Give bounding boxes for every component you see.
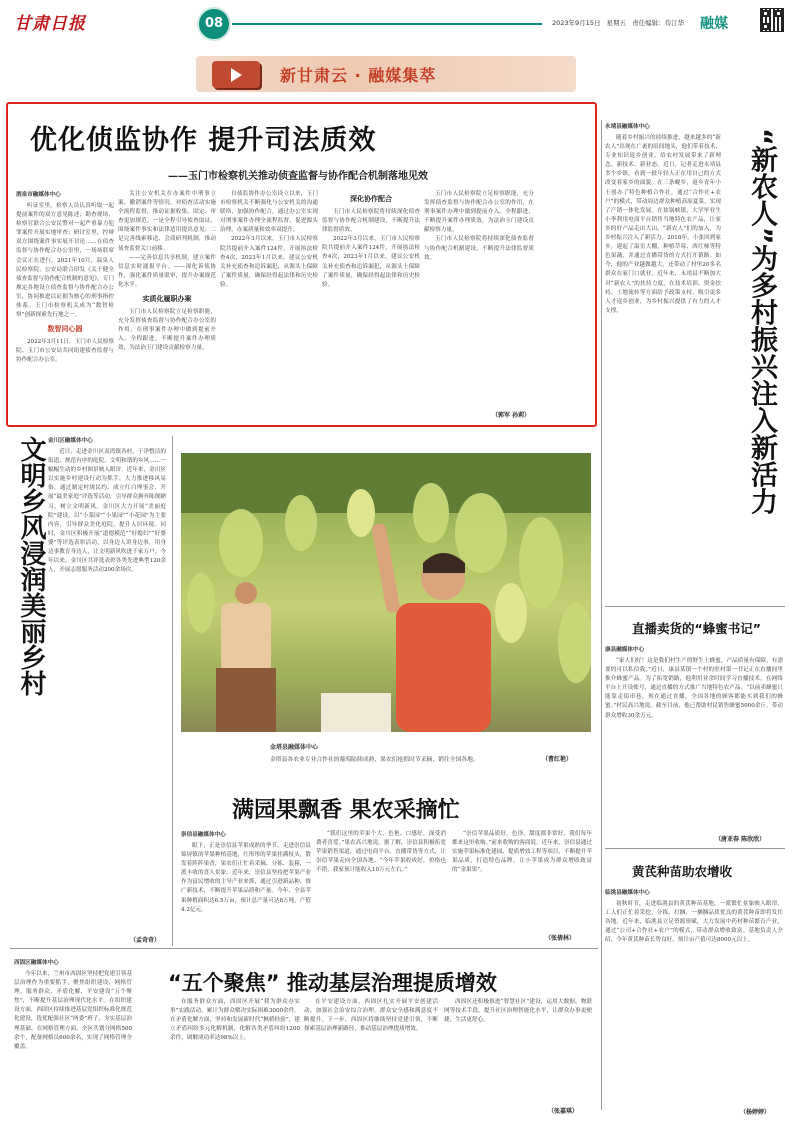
story2-byline: 崇信县融媒体中心 (181, 832, 226, 838)
right-story-text-3 (605, 888, 783, 1103)
banner-play-icon (212, 61, 260, 88)
paragraph: 西固区还积极推进“智慧社区”建设，运用大数据、物联网等技术手段，提升社区治理智能化水平，让群众办事更便捷、生活更舒心。 (444, 999, 592, 1024)
story1-subtitle: ——玉门市检察机关推动侦查监督与协作配合机制落地见效 (168, 171, 428, 182)
paragraph: 2022年3月以来，玉门市人民检察院共提前介入案件124件，开展执法检查4次，2023年1月以来，建议公安机关补充侦查和追诉漏犯，从源头上保障了案件质量，确保经得起法律和历史检验。 (322, 236, 420, 288)
story1-subhead-a: 数智同心圆 (47, 325, 83, 334)
divider (601, 120, 602, 1110)
paragraph: 随着乡村振兴的持续推进，越来越多的“新农人”出现在广袤的田间地头，他们带着技术、专业知识返乡创业，给农村发展带来了新理念、新技术、新业态。近日，记者走进永靖县多个乡镇，看到一批年轻人正在用自己的方式改变着家乡的面貌。在三条岘乡，返乡青年小王创办了特色种植合作社，通过“合作社+农户”的模式，带动周边群众种植高原夏菜，实现了产销一体化发展。在盐锅峡镇，大学毕业生小李利用电商平台销售当地特色农产品，让家乡的好产品走出大山。“新农人”们的加入，为乡村振兴注入了新活力。2018年，小张回到家乡，建起了温室大棚，种植草莓、西红柿等特色果蔬，并通过直播带货的方式打开销路。如今，他的产业越做越大，还带动了村里20多名群众在家门口就业。近年来，永靖县不断加大对“新农人”的扶持力度，在技术培训、资金扶持、土地流转等方面给予政策支持，吸引更多人才返乡创业，为乡村振兴提供了有力的人才支撑。 (605, 135, 721, 314)
paragraph: 在服务群众方面，西固区开展“我为群众办实事”实践活动，累计为群众解决实际困难3000余件。在矛盾化解方面，坚持和发展新时代“枫桥经验”，建立矛盾纠纷多元化解机制，化解各类矛盾纠纷1200余件，调解成功率达98%以上。 (170, 999, 300, 1042)
qr-code-icon[interactable] (760, 8, 784, 32)
photo-caption: 金塔县各农业专业合作社的葡萄陆续成熟，果农们抢抓时节采摘，销往全国各地。 (270, 757, 479, 763)
story1-col-3 (220, 190, 318, 422)
paragraph: 玉门市人民检察院将持续深化侦查监督与协作配合机制建设，不断提升法律监督质效。 (322, 209, 420, 234)
right-story-title-text: “新农人”为多村振兴注入新活力 (746, 128, 777, 515)
story2-title: 满园果飘香 果农采摘忙 (232, 798, 460, 823)
paragraph: 自侦监协作办公室设立以来，玉门市检察机关不断强化与公安机关的沟通联络，加强协作配合，通过办公室实现对刑事案件办理全流程监督，促进源头治理，办案质量和效率双提升。 (220, 191, 318, 234)
paragraph: 玉门市人民检察院立足检察职能，充分发挥侦查监督与协作配合办公室的作用，在刑事案件办理中做到提前介入、全程跟进，不断提升案件办理质效，为法治玉门建设贡献检察力量。 (118, 309, 216, 352)
paragraph: 2022年3月以来，玉门市人民检察院共提前介入案件124件，开展执法检查4次，2023年1月以来，建议公安机关补充侦查和追诉漏犯，从源头上保障了案件质量，确保经得起法律和历史检验。 (220, 236, 318, 288)
photo-illustration (181, 453, 591, 732)
left-vertical-title-text: 文明乡风浸润美丽乡村 (16, 436, 46, 696)
story3-title: “五个聚焦” 推动基层治理提质增效 (168, 971, 497, 995)
right-story-text (605, 122, 721, 602)
paragraph: 初秋时节，走进临洮县的黄芪种苗基地，一派繁忙景象映入眼帘。工人们正忙着采挖、分拣、打捆，一捆捆品质优良的黄芪种苗即将发往各地。近年来，临洮县立足资源禀赋，大力发展中药材种苗繁育产业，通过“公司+合作社+农户”的模式，带动群众增收致富。基地负责人介绍，今年黄芪种苗长势良好，预计亩产值可达8000元以上。 (605, 901, 783, 944)
page-number-badge (197, 7, 231, 41)
story3-col-2 (170, 998, 300, 1116)
paragraph: 听证室里，检察人员认真听取一起提前案件的双方意见陈述；勘查现场，检察官联合公安民警对一起严重暴力犯罪案件开展实地审查；研讨室里，控辩双方围绕案件事实展开讨论……在侦查监督与协作配合办公室里，一场场联席会议正在进行。2021年10月，温泉人民检察院、公安局联合印发《关于健全侦查监督与协作配合机制的意见》，专门规定各地设立侦查监督与协作配合办公室，协同推进以证据为核心的刑事指控体系。玉门市检察机关成为“数智检察”创新探索先行地之一。 (16, 203, 114, 319)
paragraph: 玉门市人民检察院立足检察职能，充分发挥侦查监督与协作配合办公室的作用，在刑事案件办理中做到提前介入、全程跟进，不断提升案件办理质效，为法治玉门建设贡献检察力量。 (424, 191, 534, 234)
paragraph: 在平安建设方面，西固区扎实开展平安创建活动，加强社会治安综合治理，群众安全感和满意度不断提升。下一步，西固区将继续坚持党建引领，不断探索基层治理新路径，推动基层治理提质增效。 (304, 999, 438, 1033)
story1-title: 优化侦监协作 提升司法质效 (30, 125, 377, 156)
right-story-credit-3: （杨婷婷） (740, 1109, 771, 1116)
story2-credit: （张倩林） (545, 935, 576, 942)
issue-date (552, 18, 684, 27)
weekday: 星期五 (606, 19, 627, 27)
right-story-byline-3: 临洮县融媒体中心 (605, 890, 650, 896)
divider (605, 606, 785, 607)
paragraph: 玉门市人民检察院将持续深化侦查监督与协作配合机制建设，不断提升法律监督质效。 (424, 236, 534, 261)
story3-byline: 西固区融媒体中心 (14, 960, 59, 966)
story1-credit: （郭军 孙莉） (492, 412, 531, 419)
left-vertical-text (48, 436, 166, 931)
right-story-title (740, 128, 776, 515)
right-story-byline-2: 康县融媒体中心 (605, 647, 645, 653)
paragraph: “我们这里的苹果个大、色艳、口感好，深受消费者喜爱。”果农高兴地说。据了解，崇信县积极拓宽苹果销售渠道，通过电商平台、直播带货等方式，让崇信苹果走向全国各地。“今年苹果收成好，价格也不错，我家预计能收入10万元左右。” (316, 831, 446, 874)
story1-col-1 (16, 190, 114, 422)
paragraph: 近日，走进金川区双湾镇各村，干净整洁的街道、规范有序的庭院、文明和谐的乡风……一幅幅生动的乡村图景映入眼帘。近年来，金川区以实施乡村建设行动为抓手，大力推进移风易俗，通过制定村规民约、成立红白理事会、开展“最美家庭”评选等活动，引导群众摒弃陈规陋习，树立文明新风。金川区大力开展“美丽庭院”建设，以“小菜园”“小果园”“小花园”为主要内容，引导群众美化庭院，提升人居环境。同时，金川区积极开展“道德模范”“好媳妇”“好婆婆”等评选表彰活动，以身边人讲身边事，用身边事教育身边人，让文明新风吹进千家万户。今年以来，金川区共评选表彰各类先进典型120余人，开展志愿服务活动200余场次。 (48, 449, 166, 574)
divider (172, 436, 173, 946)
masthead-logo: 甘肃日报 (14, 14, 86, 34)
paragraph: ——完善信息共享机制，建立案件信息实时通报平台。——深化诉侦协作，强化案件质量联审，提升办案规范化水平。 (118, 254, 216, 288)
paragraph: 关注公安机关在办案件中刑事立案、撤销案件等情况，对侦查活动实施全流程监督，推动证据收集、固定、审查更加规范。一是全程引导侦查取证，围绕案件事实和法律适用提出意见；二是完善线索移送、会商研判机制，推动侦查监督关口前移。 (118, 191, 216, 252)
paragraph: “崇信苹果品质好，色泽、甜度都非常好，我们每年都来这里收购。”前来收购的客商说。近年来，崇信县通过实施苹果标准化建园、提质增效工程等项目，不断提升苹果品质，打造特色品牌，让小苹果成为群众增收致富的“金果果”。 (452, 831, 592, 874)
story1-col-5 (424, 190, 534, 410)
left-vertical-credit: （孟奇奇） (130, 937, 161, 944)
section-banner (196, 56, 576, 92)
story3-col-4 (444, 998, 592, 1106)
photo-credit: （曹红艳） (542, 756, 573, 763)
divider (605, 848, 785, 849)
page-number: 08 (204, 16, 224, 31)
story2-col-1 (181, 830, 311, 940)
right-story-subhead: 直播卖货的“蜂蜜书记” (632, 621, 761, 636)
story2-col-2 (316, 830, 446, 940)
right-story-byline: 永靖县融媒体中心 (605, 124, 650, 130)
section-label: 融媒 (700, 16, 728, 32)
right-story-subhead-3: 黄芪种苗助农增收 (632, 864, 733, 879)
story1-col-2 (118, 190, 216, 422)
paragraph: 眼下，正是崇信县苹果成熟的季节。走进崇信县锦屏镇的苹果种植基地，红彤彤的苹果挂满枝头，散发着阵阵果香，果农们正忙着采摘、分拣、装箱，一派丰收的喜人景象。近年来，崇信县坚持把苹果产业作为富民增收的主导产业来抓，通过引进新品种、推广新技术，不断提升苹果品质和产量。今年，全县苹果种植面积达6.5万亩，预计总产量可达8万吨，产值4.2亿元。 (181, 843, 311, 913)
paragraph: “家人们好！这是我们村生产的野生土蜂蜜，产品质量有保障，有需要的可以私信我。”近日，康县某镇一个村的驻村第一书记正在直播间里推介蜂蜜产品。为了拓宽销路，他利用业余时间学习直播技术，在网络平台上开设账号，通过直播的方式推广当地特色农产品。“以前卖蜂蜜只能靠走街串巷，现在通过直播，全国各地的顾客都能买到我们的蜂蜜。”村民高兴地说。截至目前，他已帮助村民销售蜂蜜5000余斤，带动群众增收30余万元。 (605, 658, 783, 719)
paragraph: 2022年3月11日，玉门市人民检察院、玉门市公安局共同组建侦查监督与协作配合办公室。 (16, 339, 114, 364)
story1-subhead-c: 深化协作配合 (350, 195, 392, 203)
masthead (0, 0, 793, 48)
paragraph: 今年以来，兰州市西固区坚持把党建引领基层治理作为重要抓手，聚焦组织建设、网格管理、服务群众、矛盾化解、平安建设“五个聚焦”，不断提升基层治理现代化水平。在组织建设方面，西固区持续推进基层党组织标准化规范化建设，选优配强社区“两委”班子，夯实基层治理基础。在网格管理方面，全区共划分网格500余个，配备网格员600余名，实现了网格管理全覆盖。 (14, 971, 132, 1050)
editor: 责任编辑：苟江华 (632, 19, 685, 27)
divider (10, 948, 598, 949)
photo-credit-tag: 金塔县融媒体中心 (270, 744, 319, 751)
date: 2023年9月15日 (552, 19, 601, 27)
story3-credit: （张嘉琪） (548, 1108, 579, 1115)
story2-col-3 (452, 830, 592, 930)
story3-col-3 (304, 998, 438, 1116)
right-story-credit-2: （唐亚春 陈欣欣） (715, 836, 766, 843)
story1-col-4 (322, 190, 420, 422)
story3-col-1 (14, 958, 132, 1116)
grape-harvest-photo (181, 453, 591, 732)
left-vertical-byline: 金川区融媒体中心 (48, 438, 93, 444)
masthead-line (232, 23, 542, 25)
banner-title: 新甘肃云 · 融媒集萃 (280, 66, 437, 85)
left-vertical-title (10, 436, 46, 696)
story1-subhead-b: 实质化履职办案 (142, 295, 192, 304)
right-story-text-2 (605, 645, 783, 845)
story1-byline: 酒泉市融媒体中心 (16, 192, 61, 198)
